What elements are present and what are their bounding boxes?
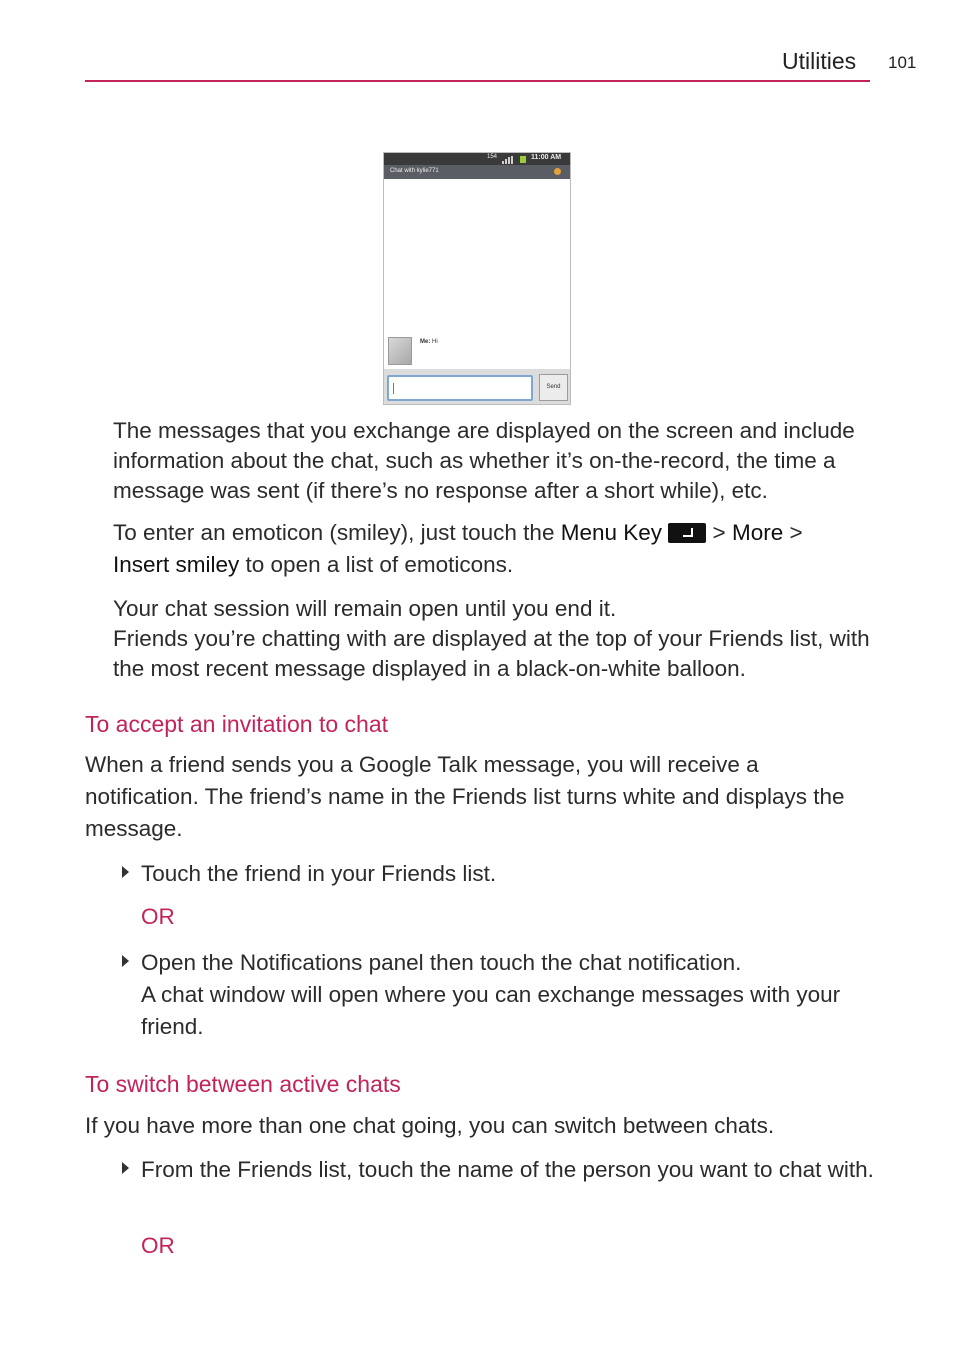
bullet-arrow-icon — [122, 1162, 129, 1174]
p3-line-2: Friends you’re chatting with are displayed at the top of your Friends list, with the most recent message displayed in a black-on-white balloon. — [113, 626, 870, 681]
menu-key-label: Menu Key — [560, 520, 663, 545]
header-rule — [85, 80, 870, 82]
intro-paragraph-1: The messages that you exchange are displayed on the screen and include information about the chat, such as whether it’s on-the-record, the time a message was sent (if there’s no response after a short while), etc. — [113, 418, 855, 503]
or-label: OR — [141, 1233, 175, 1258]
intro-paragraph-2 — [113, 517, 883, 581]
chat-message — [420, 339, 438, 345]
avatar — [388, 337, 412, 365]
p2-sep-2: > — [783, 520, 803, 545]
text-caret — [393, 383, 394, 394]
chat-title-bar — [384, 165, 570, 179]
insert-smiley-label: Insert smiley — [113, 552, 240, 577]
p2-text-after: to open a list of emoticons. — [239, 552, 514, 577]
bullet-2-line-2: A chat window will open where you can exchange messages with your friend. — [141, 982, 841, 1039]
chat-title: Chat with kylie771 — [390, 168, 439, 174]
bullet-arrow-icon — [122, 955, 129, 967]
message-sender: Me: — [420, 339, 431, 345]
status-bar — [384, 153, 570, 165]
page-number: 101 — [888, 53, 917, 72]
send-button[interactable]: Send — [539, 374, 568, 401]
switch-body: If you have more than one chat going, you can switch between chats. — [85, 1113, 775, 1138]
switch-bullet-1: From the Friends list, touch the name of the person you want to chat with. — [141, 1157, 874, 1182]
heading-accept-invitation: To accept an invitation to chat — [85, 711, 389, 737]
message-text: Hi — [432, 339, 438, 345]
p2-sep-1: > — [706, 520, 732, 545]
or-label: OR — [141, 904, 175, 929]
status-time: 11:00 AM — [531, 154, 562, 161]
menu-key-icon — [668, 523, 706, 543]
presence-icon — [554, 168, 561, 175]
intro-paragraph-3 — [113, 594, 883, 684]
accept-body: When a friend sends you a Google Talk message, you will receive a notification. The friend’s name in the Friends list turns white and displays the message. — [85, 752, 845, 841]
heading-switch-chats: To switch between active chats — [85, 1071, 401, 1097]
more-label: More — [731, 520, 784, 545]
chat-screenshot — [383, 152, 571, 405]
network-label: 154 — [487, 154, 498, 160]
p3-line-1: Your chat session will remain open until you end it. — [113, 596, 617, 621]
signal-icon — [502, 156, 516, 164]
battery-icon — [520, 156, 526, 163]
message-input[interactable] — [387, 375, 533, 401]
accept-bullet-2 — [141, 947, 881, 1043]
input-bar — [384, 369, 570, 404]
bullet-arrow-icon — [122, 866, 129, 878]
section-title: Utilities — [782, 48, 857, 74]
p2-text-before: To enter an emoticon (smiley), just touch the — [113, 520, 561, 545]
bullet-2-line-1: Open the Notifications panel then touch the chat notification. — [141, 950, 742, 975]
accept-bullet-1: Touch the friend in your Friends list. — [141, 861, 497, 886]
